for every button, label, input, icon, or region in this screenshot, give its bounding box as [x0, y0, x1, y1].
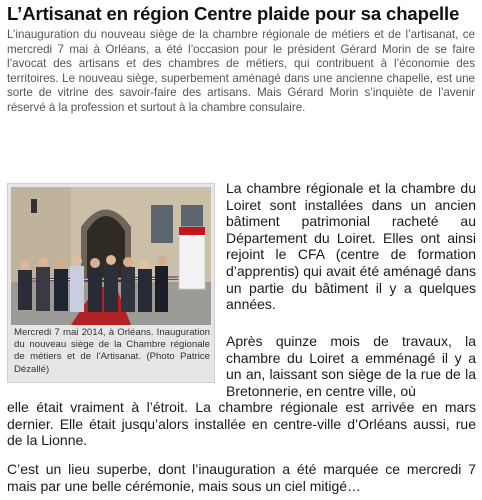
- body-paragraph-1: La chambre régionale et la chambre du Loiret sont installées dans un ancien bâtiment patrimonial racheté au Département du Loiret. Elles ont ainsi rejoint le CFA (centre de formation d’apprentis) qui avait été aménagé dans un partie du bâtiment il y a quelques années.: [226, 180, 476, 313]
- inauguration-photo: [11, 187, 211, 325]
- body-paragraph-2-start: Après quinze mois de travaux, la chambre du Loiret a emménagé il y a un an, laissant son siège de la rue de la Bretonnerie, en centre ville, où: [226, 333, 476, 399]
- article: [7, 4, 475, 116]
- article-headline: L’Artisanat en région Centre plaide pour sa chapelle: [7, 3, 460, 24]
- article-lead: L’inauguration du nouveau siège de la chambre régionale de métiers et de l’artisanat, ce mercredi 7 mai à Orléans, a été l’occasion pour le président Gérard Morin de se faire l’avocat des artisans et des chambres de métiers, qui contribuent à l’économie des territoires. Le nouveau siège, superbement aménagé dans une ancienne chapelle, est une sorte de vitrine des savoir-faire des artisans. Mais Gérard Morin s’inquiète de l’avenir réservé à la profession et surtout à la chambre consulaire.: [7, 28, 475, 114]
- body-paragraph-3: C’est un lieu superbe, dont l’inauguration a été marquée ce mercredi 7 mais par une belle cérémonie, mais sous un ciel mitigé…: [7, 461, 476, 494]
- photo-figure: [7, 183, 215, 383]
- photo-caption: Mercredi 7 mai 2014, à Orléans. Inauguration du nouveau siège de la Chambre régionale de métiers et de l'Artisanat. (Photo Patrice Dézallé): [14, 327, 210, 375]
- body-paragraph-2-end: elle était vraiment à l’étroit. La chambre régionale est arrivée en mars dernier. Elle était jusqu’alors installée en centre-ville d’Orléans aussi, rue de la Lionne.: [7, 399, 476, 449]
